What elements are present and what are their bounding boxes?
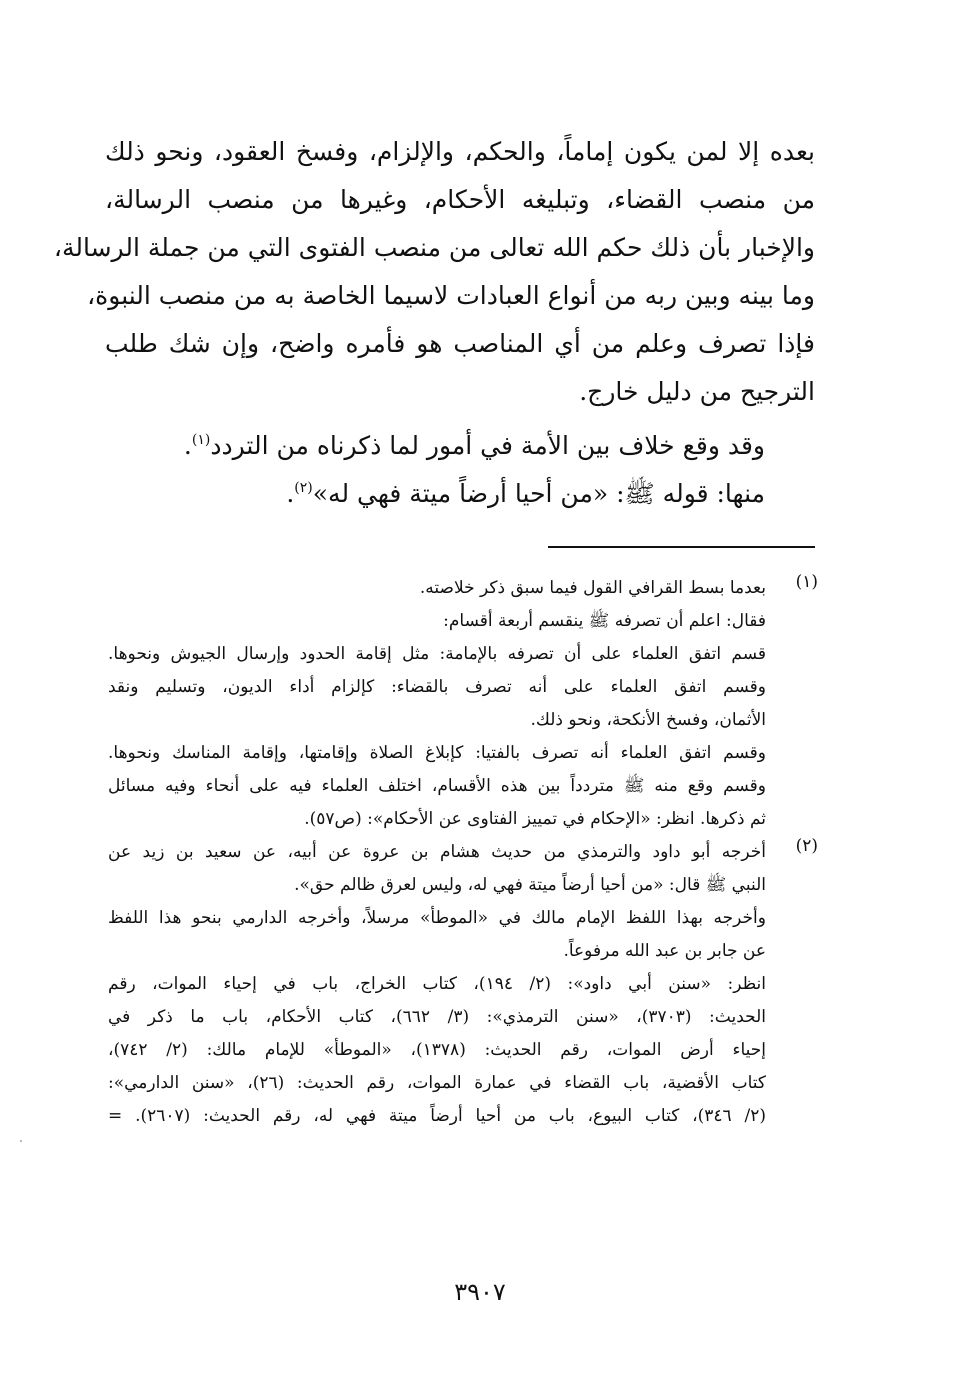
main-line-8 (105, 464, 815, 512)
footnote-2-line-8: كتاب الأقضية، باب القضاء في عمارة الموات، رقم الحديث: (٢٦)، «سنن الدارمي»: (108, 1073, 766, 1093)
footnote-ref-2: (٢) (294, 480, 313, 496)
footnote-separator (548, 546, 815, 548)
main-line-2: من منصب القضاء، وتبليغه الأحكام، وغيرها من منصب الرسالة، (105, 185, 815, 214)
footnote-1-line-6: وقسم اتفق العلماء أنه تصرف بالفتيا: كإبلاغ الصلاة وإقامتها، وإقامة المناسك ونحوها. (108, 743, 766, 763)
scan-speck (20, 1140, 22, 1142)
footnote-1-line-8: ثم ذكرها. انظر: «الإحكام في تمييز الفتاوى عن الأحكام»: (ص٥٧). (304, 809, 766, 829)
footnotes-block (108, 572, 818, 1133)
main-line-7-end: . (183, 431, 192, 460)
footnote-2-number: (٢) (795, 836, 818, 856)
footnote-1-line-3: قسم اتفق العلماء على أن تصرفه بالإمامة: مثل إقامة الحدود وإرسال الجيوش ونحوها. (108, 644, 766, 664)
footnote-1-line-4: وقسم اتفق العلماء على أنه تصرف بالقضاء: كإلزام أداء الديون، وتسليم ونقد (108, 677, 766, 697)
footnote-2-line-5: انظر: «سنن أبي داود»: (٢/ ١٩٤)، كتاب الخراج، باب في إحياء الموات، رقم (108, 974, 767, 994)
footnote-2-line-6: الحديث: (٣٧٠٣)، «سنن الترمذي»: (٣/ ٦٦٢)، كتاب الأحكام، باب ما ذكر في (108, 1007, 766, 1027)
main-line-1: بعده إلا لمن يكون إماماً، والحكم، والإلزام، وفسخ العقود، ونحو ذلك (105, 137, 815, 166)
main-line-4: وما بينه وبين ربه من أنواع العبادات لاسيما الخاصة به من منصب النبوة، (87, 281, 815, 310)
main-line-5: فإذا تصرف وعلم من أي المناصب هو فأمره واضح، وإن شك طلب (105, 329, 815, 358)
main-line-6: الترجيح من دليل خارج. (579, 377, 815, 406)
footnote-1-line-1: بعدما بسط القرافي القول فيما سبق ذكر خلاصته. (419, 578, 766, 598)
footnote-2-line-4: عن جابر بن عبد الله مرفوعاً. (563, 941, 766, 961)
footnote-1 (108, 572, 818, 836)
main-text-block (53, 128, 815, 512)
footnote-2-line-7: إحياء أرض الموات، رقم الحديث: (١٣٧٨)، «الموطأ» للإمام مالك: (٢/ ٧٤٢)، (108, 1040, 766, 1060)
footnote-ref-1: (١) (191, 432, 211, 448)
main-line-8-text: منها: قوله ﷺ: «من أحيا أرضاً ميتة فهي له» (312, 479, 765, 508)
footnote-2-line-1: أخرجه أبو داود والترمذي من حديث هشام بن عروة عن أبيه، عن سعيد بن زيد عن (108, 842, 766, 862)
footnote-1-line-5: الأثمان، وفسخ الأنكحة، ونحو ذلك. (530, 710, 766, 730)
main-line-7-text: وقد وقع خلاف بين الأمة في أمور لما ذكرناه من التردد (210, 431, 765, 460)
main-line-7 (105, 416, 815, 464)
main-line-8-end: . (286, 479, 295, 508)
footnote-2-line-2: النبي ﷺ قال: «من أحيا أرضاً ميتة فهي له، وليس لعرق ظالم حق». (294, 875, 766, 895)
footnote-2 (108, 836, 818, 1133)
footnote-1-number: (١) (795, 572, 818, 592)
page-number: ٣٩٠٧ (454, 1278, 506, 1306)
footnote-2-line-3: وأخرجه بهذا اللفظ الإمام مالك في «الموطأ» مرسلاً، وأخرجه الدارمي بنحو هذا اللفظ (108, 908, 766, 928)
footnote-1-line-2: فقال: اعلم أن تصرفه ﷺ ينقسم أربعة أقسام: (443, 611, 766, 631)
footnote-2-line-9: (٢/ ٣٤٦)، كتاب البيوع، باب من أحيا أرضاً ميتة فهي له، رقم الحديث: (٢٦٠٧). = (108, 1106, 767, 1126)
footnote-1-line-7: وقسم وقع منه ﷺ متردداً بين هذه الأقسام، اختلف العلماء فيه على أنحاء وفيه مسائل (108, 776, 766, 796)
main-line-3: والإخبار بأن ذلك حكم الله تعالى من منصب الفتوى التي من جملة الرسالة، (53, 233, 815, 262)
